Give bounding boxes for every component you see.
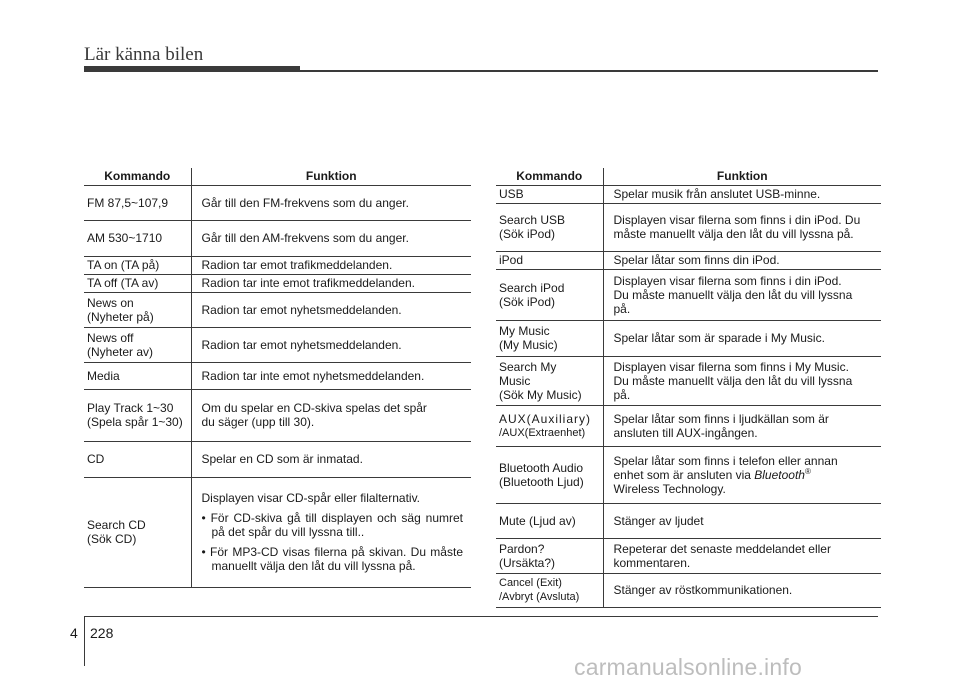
table-row [84,327,471,362]
function-cell [603,269,881,320]
command-line: (Sök My Music) [499,387,582,402]
command-table-right [496,168,881,608]
command-line: (Sök iPod) [499,227,556,241]
bullet-item: • För MP3-CD visas filerna på skivan. Du måste manuellt välja den låt du vill lyssna på. [201,545,463,573]
function-cell: Radion tar inte emot nyhetsmeddelanden. [191,362,471,389]
column-header-function: Funktion [191,168,471,185]
command-line: (Bluetooth Ljud) [499,474,584,489]
function-line: Displayen visar CD-spår eller filalternativ. [201,491,421,505]
command-line: Search USB [499,213,566,227]
table-row [496,446,881,503]
function-line: Spelar låtar som finns i ljudkällan som är [613,411,829,426]
function-cell [603,538,881,573]
command-cell: AM 530~1710 [84,220,191,256]
command-cell: USB [496,185,603,203]
function-cell: Stänger av röstkommunikationen. [603,573,881,607]
command-line: Search CD [87,518,146,532]
function-cell [603,356,881,405]
command-cell: Media [84,362,191,389]
function-line: kommentaren. [613,555,691,570]
column-header-command: Kommando [496,168,603,185]
command-line: My Music [499,324,550,338]
function-line: på. [613,387,631,402]
function-line [614,468,879,482]
table-row [84,292,471,327]
footer-divider [84,616,85,666]
command-table-left [84,168,471,588]
table-row [496,203,881,251]
command-cell [496,538,603,573]
command-line: (My Music) [499,338,558,352]
function-cell: Radion tar emot nyhetsmeddelanden. [191,327,471,362]
function-text: enhet som är ansluten via [613,467,751,482]
command-line: Play Track 1~30 [87,401,174,415]
command-line: (Sök iPod) [499,294,556,309]
command-cell [496,573,603,607]
function-cell: Spelar låtar som är sparade i My Music. [603,320,881,356]
function-line: Displayen visar filerna som finns i din iPod. [613,273,842,288]
function-cell: Spelar musik från anslutet USB-minne. [603,185,881,203]
command-line: News on [87,295,134,310]
function-cell: Går till den AM-frekvens som du anger. [191,220,471,256]
function-cell: Radion tar emot nyhetsmeddelanden. [191,292,471,327]
header-bar-thick [84,66,300,72]
command-cell [496,446,603,503]
function-line: Repeterar det senaste meddelandet eller [613,541,831,556]
function-line: Du måste manuellt välja den låt du vill lyssna [613,287,853,302]
function-cell [603,203,881,251]
table-row [496,320,881,356]
registered-mark: ® [804,466,811,476]
table-row [496,538,881,573]
command-line: Music [499,373,531,388]
command-line: Search iPod [499,280,565,295]
table-row [496,356,881,405]
command-cell: TA off (TA av) [84,274,191,292]
function-line: Displayen visar filerna som finns i din iPod. Du [613,213,861,227]
function-line: Displayen visar filerna som finns i My Music. [613,359,849,374]
command-cell: iPod [496,251,603,269]
header-bar-thin [300,70,878,72]
function-line: Om du spelar en CD-skiva spelas det spår [201,401,427,415]
command-cell [496,405,603,446]
command-cell [496,356,603,405]
function-cell: Spelar låtar som finns din iPod. [603,251,881,269]
command-line: News off [87,330,134,345]
table-row [84,477,471,587]
command-line: (Spela spår 1~30) [87,415,183,429]
table-row [84,274,471,292]
function-line: du säger (upp till 30). [201,415,315,429]
table-row [496,269,881,320]
command-line: AUX(Auxiliary) [499,411,592,426]
command-line: /Avbryt (Avsluta) [499,591,580,603]
command-line: (Sök CD) [87,532,137,546]
function-cell [603,446,881,503]
function-cell: Radion tar emot trafikmeddelanden. [191,256,471,274]
page-number: 228 [90,625,114,641]
table-header-row [84,168,471,185]
table-row [496,573,881,607]
command-line: Pardon? [499,541,545,556]
command-cell: CD [84,441,191,477]
function-line: ansluten till AUX-ingången. [613,425,758,440]
function-cell [603,405,881,446]
function-cell [191,477,471,587]
bullet-item: • För CD-skiva gå till displayen och säg numret på det spår du vill lyssna till.. [201,511,463,539]
command-cell [84,389,191,441]
command-line: (Nyheter på) [87,309,154,324]
command-line: (Nyheter av) [87,344,154,359]
function-cell: Stänger av ljudet [603,503,881,538]
function-line: Spelar låtar som finns i telefon eller annan [613,453,838,468]
command-cell [84,292,191,327]
function-line: måste manuellt välja den låt du vill lyssna på. [613,227,854,241]
command-line: /AUX(Extraenhet) [499,426,586,439]
function-cell [191,389,471,441]
command-cell [496,269,603,320]
table-row [496,405,881,446]
bluetooth-brand-text: Bluetooth [754,467,805,482]
command-cell [84,477,191,587]
function-cell: Radion tar inte emot trafikmeddelanden. [191,274,471,292]
table-row [84,441,471,477]
table-row [84,389,471,441]
command-cell [496,320,603,356]
table-row [84,220,471,256]
command-line: Cancel (Exit) [499,577,562,589]
command-cell [84,327,191,362]
table-row [496,185,881,203]
page-header-title: Lär känna bilen [84,44,204,65]
command-line: (Ursäkta?) [499,555,556,570]
function-cell: Går till den FM-frekvens som du anger. [191,185,471,220]
function-cell: Spelar en CD som är inmatad. [191,441,471,477]
function-line: Wireless Technology. [613,481,726,496]
command-cell: FM 87,5~107,9 [84,185,191,220]
function-line: på. [613,301,631,316]
command-cell: Mute (Ljud av) [496,503,603,538]
command-cell: TA on (TA på) [84,256,191,274]
table-row [84,185,471,220]
column-header-command: Kommando [84,168,191,185]
command-cell [496,203,603,251]
watermark-text: carmanualsonline.info [574,654,802,680]
table-row [496,251,881,269]
command-line: Search My [499,359,557,374]
command-line: Bluetooth Audio [499,460,584,475]
column-header-function: Funktion [603,168,881,185]
table-row [84,256,471,274]
table-header-row [496,168,881,185]
table-row [84,362,471,389]
footer-rule [84,616,878,617]
chapter-number: 4 [70,625,78,641]
table-row [496,503,881,538]
function-line: Du måste manuellt välja den låt du vill lyssna [613,373,853,388]
